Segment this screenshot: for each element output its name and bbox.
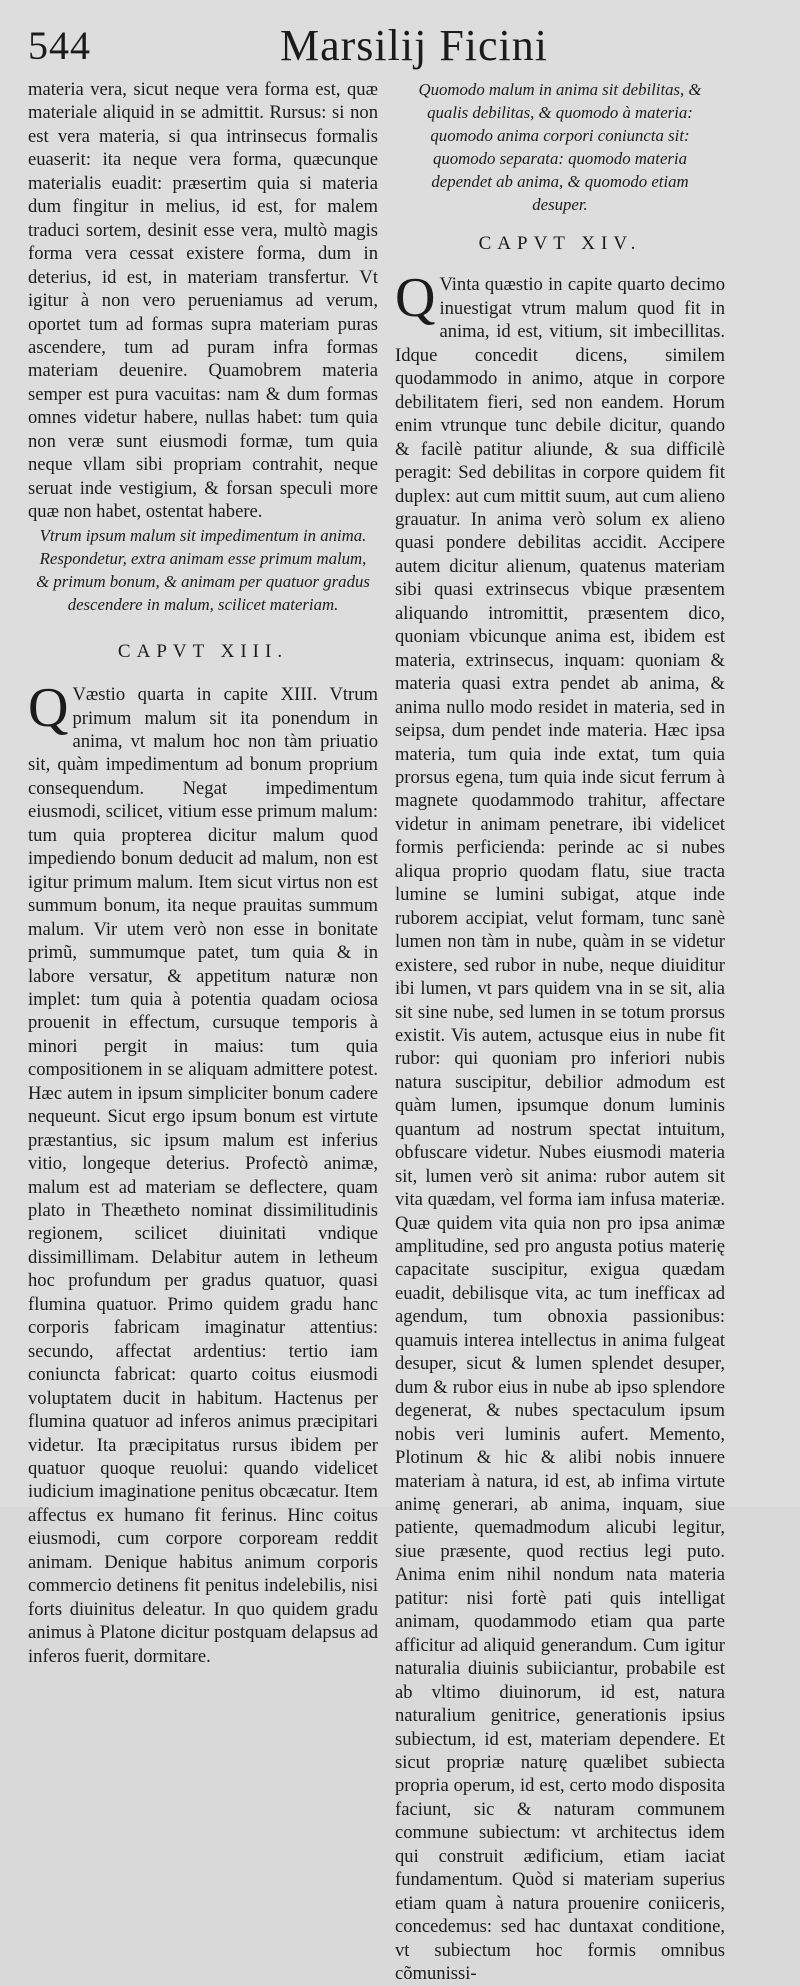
chapter-xiv-heading: CAPVT XIV. [478,233,642,254]
chapter-xiv-summary: Quomodo malum in anima sit debilitas, & qualis debilitas, & quomodo à materia: quomodo anima corpori coniuncta sit: quomodo separata: quomodo materia dependet ab anima, & quomodo etiam desuper. [418,80,702,214]
right-column [395,78,725,1986]
chapter-xiii-heading: CAPVT XIII. [117,640,289,662]
chapter-xiii-summary: Vtrum ipsum malum sit impedimentum in anima. Respondetur, extra animam esse primum malum, & primum bonum, & animam per quatuor gradus descendere in malum, scilicet materiam. [36,525,370,614]
chapter-xiii-paragraph [28,677,378,1668]
chapter-xiv-paragraph [395,267,725,1985]
chapter-xiv-text: Vinta quæstio in capite quarto decimo inuestigat vtrum malum quod fit in anima, id est, vitium, sit imbecillitas. Idque concedit dicens, similem quodammodo in animo, atque in corpore debilitatem fieri, sed non eandem. Horum enim vtrunque tunc debile dicitur, quando & facilè patitur aliunde, & sua difficilè peragit: Sed debilitas in corpore quidem fit duplex: aut cum mittit suum, aut cum alieno grauatur. In anima verò solum ex alieno quasi pondere debilitas accidit. Accipere autem dicitur alienum, quatenus materiam sibi quasi extrinsecus vbique præsentem aliquando intromittit, præsentem dico, quoniam vbicunque anima est, ibidem est materia, extrinsecus, inquam: quoniam & materia quasi extra pendet ab anima, & anima nullo modo residet in materia, sed in seipsa, dum pendet inde materia. Hæc ipsa materia, tum quia inde extat, tum quia prorsus egena, tum quia inde sicut ferrum à magnete quodammodo trahitur, affectare videtur in animam penetrare, ibi videlicet formis perficienda: perinde ac si nubes aliqua proprio quodam flatu, siue tracta lumine se lumini subigat, atque inde ruborem accipiat, velut formam, tunc sanè lumen non tàm in nube, quàm in se videtur existere, sed rubor in nube, neque diuiditur ibi lumen, vt pars quidem vna in se sit, alia sit sine nube, sed lumen in se totum prorsus existit. Vis autem, actusque eius in nube fit rubor: qui quoniam pro inferiori nubis natura suscipitur, debilior admodum est quàm lumen, ipsumque donum luminis quantum ad nostrum spectat intuitum, obfuscare videtur. Nubes eiusmodi materia sit, lumen verò sit anima: rubor autem sit vita quædam, vel forma iam infusa materiæ. Quæ quidem vita quia non pro ipsa animæ amplitudine, sed pro angusta potius materię capacitate suscipitur, exigua quædam euadit, debilisque vita, ac tum inefficax ad agendum, tum obnoxia passionibus: quamuis interea intellectus in anima fulgeat desuper, sicut & lumen splendet desuper, dum & rubor eius in nube ab ipso splendore degenerat, & nubes spectaculum ipsum nobis veri luminis aufert. Memento, Plotinum & hic & alibi nobis innuere materiam à natura, id est, ab infima virtute animę generari, ab anima, inquam, siue patiente, quemadmodum alicubi legitur, siue præsente, quod rectius legi puto. Anima enim nihil nondum nata materia patitur: nisi fortè pati quis intelligat animam, quodammodo etiam qua parte afficitur ad aliquid generandum. Cum igitur naturalia diuinis subiiciantur, probabile est ab vltimo diuinorum, id est, natura naturalium genitrice, generationis ipsius subiectum, id est, materiam dependere. Et sicut propriæ naturę quælibet subiecta propria operum, id est, certo modo disposita faciunt, sic & naturam communem commune subiectum: vt architectus idem qui construit ædificium, etiam iaciat fundamentum. Quòd si materiam superius etiam quam à natura prouenire coniiceris, concedemus: sed hac duntaxat conditione, vt subiectum hoc formis omnibus cõmunissi- [395,274,725,1985]
running-head: Marsilij Ficini [280,21,548,70]
page-number: 544 [28,23,91,68]
left-column [28,78,378,1668]
chapter-xiv-dropcap: Q [395,267,436,330]
chapter-xiii-text: Væstio quarta in capite XIII. Vtrum primum malum sit ita ponendum in anima, vt malum hoc non tàm priuatio sit, quàm impedimentum ad bonum proprium consequendum. Negat impedimentum eiusmodi, scilicet, vitium esse primum malum: tum quia propterea dicitur malum quod impediendo bonum deducit ad malum, non est igitur primum malum. Item sicut virtus non est summum bonum, ita neque prauitas summum malum. Vir utem verò non esse in bonitate primũ, summumque patet, tum quia & in labore versatur, & appetitum naturæ non implet: tum quia à potentia quadam ociosa prouenit in effectum, cursuque temporis à minori pergit in maius: tum quia compositionem in se aliquam admittere potest. Hæc autem in ipsum simpliciter bonum cadere nequeunt. Sicut ergo ipsum bonum est virtute præstantius, sic ipsum malum est inferius vitio, longeque deterius. Profectò animæ, malum est ad materiam se deflectere, quam plato in Theætheto nominat dissimilitudinis regionem, scilicet diuinitati vndique dissimillimam. Delabitur autem in letheum hoc profundum per gradus quatuor, quasi flumina quatuor. Primo quidem gradu hanc corporis fabricam imaginatur attentius: secundo, affectat ardentius: tertio iam coniuncta fabricat: quarto coitus eiusmodi voluptatem ducit in habitum. Hactenus per flumina quatuor ad inferos animus præcipitari videtur. Ita præcipitatus rursus ibidem per quatuor quoque reuolui: quando videlicet iudicium imaginatione penitus obcæcatur. Item affectus ex humano fit ferinus. Hinc coitus eiusmodi, cum corpore corpoream reddit animam. Denique habitus animum corporis commercio detinens fit penitus indelebilis, nisi forts diuinitus deleatur. In quo quidem gradu animus à Platone dicitur postquam delapsus ad inferos fuerit, dormitare. [28,684,378,1667]
opening-paragraph: materia vera, sicut neque vera forma est, quæ materiale aliquid in se admittit. Rursus: si non est vera materia, si qua intrinsecus formalis euaserit: ita neque vera forma, quæcunque materialis euadit: præsertim quia si materia dum fingitur in melius, id est, for malem traduci sortem, desinit esse vera, multò magis forma vera cessat existere forma, dum in deterius, id est, in materiam transfertur. Vt igitur à non vero perueniamus ad verum, oportet tum ad formas supra materiam puras ascendere, tum ad puram infra formas materiam deuenire. Quamobrem materia semper est pura vacuitas: nam & dum formas omnes videtur habere, nullas habet: tum quia non veræ sunt eiusmodi formæ, tum quia neque vllam sibi propriam contrahit, neque seruat inde vestigium, & forsan speculi more quæ non habet, ostentat habere. [28,79,378,523]
chapter-xiii-dropcap: Q [28,677,69,740]
